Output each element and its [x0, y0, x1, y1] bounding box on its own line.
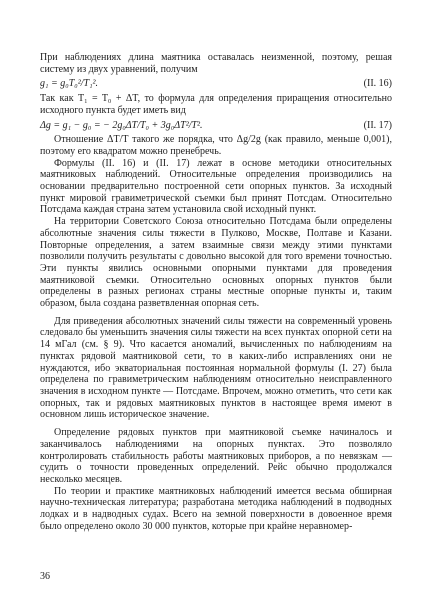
paragraph-formulas: Формулы (II. 16) и (II. 17) лежат в основе методики относительных маятниковых наблюдений. Относительные определения производились на основании предварительно построенной сети опорных пунктов. За исходный пункт мировой гравиметрической съемки был принят Потсдам. Относительно Потсдама каждая страна затем установила свой исходный пункт. [40, 157, 392, 216]
paragraph-literature: По теории и практике маятниковых наблюдений имеется весьма обширная научно-техническая литература; разработана методика наблюдений в подводных лодках и в надводных судах. Всего на земной поверхности в довоенное время было определено около 30 000 пунктов, которые при крайне неравномер- [40, 485, 392, 532]
page-body [40, 52, 392, 532]
equation-ii-16-number: (II. 16) [363, 78, 392, 90]
equation-ii-17-formula: Δg = g₁ − g₀ = − 2g₀ΔT/T₀ + 3g₀ΔT²/T². [40, 119, 203, 131]
paragraph-soviet-union: На территории Советского Союза относительно Потсдама были определены абсолютные значения силы тяжести в Пулково, Москве, Полтаве и Казани. Повторные определения, а затем взаимные связи между этими пунктами позволили получить результаты с довольно высокой для того времени точностью. Эти пункты явились основными опорными пунктами для проведения маятниковой съемки. Относительно основных опорных пунктов были определены в разных регионах страны местные опорные пункты и, таким образом, была создана разветвленная опорная сеть. [40, 216, 392, 310]
equation-ii-16-formula: g₁ = g₀T₀²/T₁². [40, 78, 99, 90]
paragraph-intro: При наблюдениях длина маятника оставалась неизменной, поэтому, решая систему из двух уравнений, получим [40, 52, 392, 75]
paragraph-ratio: Отношение ΔT/T такого же порядка, что Δg/2g (как правило, меньше 0,001), поэтому его квадратом можно пренебречь. [40, 134, 392, 157]
paragraph-increment: Так как T₁ = T₀ + ΔT, то формула для определения приращения относительно исходного пункта будет иметь вид [40, 93, 392, 116]
paragraph-absolute-values: Для приведения абсолютных значений силы тяжести на современный уровень следовало бы уменьшить значения силы тяжести на всех пунктах опорной сети на 14 мГал (см. § 9). Что касается аномалий, вычисленных по наблюдениям на пунктах рядовой маятниковой сети, то в каких-либо исправлениях они не нуждаются, ибо экваториальная постоянная нормальной формулы (I. 27) была определена по гравиметрическим наблюдениям относительно неисправленного значения в исходном пункте — Потсдаме. Впрочем, можно отметить, что сети как опорных, так и рядовых маятниковых пунктов в настоящее время имеют в основном лишь историческое значение. [40, 315, 392, 421]
equation-ii-17 [40, 120, 392, 132]
paragraph-ordinary-points: Определение рядовых пунктов при маятниковой съемке начиналось и заканчивалось наблюдениями на опорных пунктах. Это позволяло контролировать стабильность работы маятниковых приборов, а по невязкам — судить о точности проведенных определений. Рейс обычно продолжался несколько месяцев. [40, 427, 392, 485]
page-number: 36 [40, 571, 50, 582]
equation-ii-16 [40, 78, 392, 90]
equation-ii-17-number: (II. 17) [363, 119, 392, 131]
